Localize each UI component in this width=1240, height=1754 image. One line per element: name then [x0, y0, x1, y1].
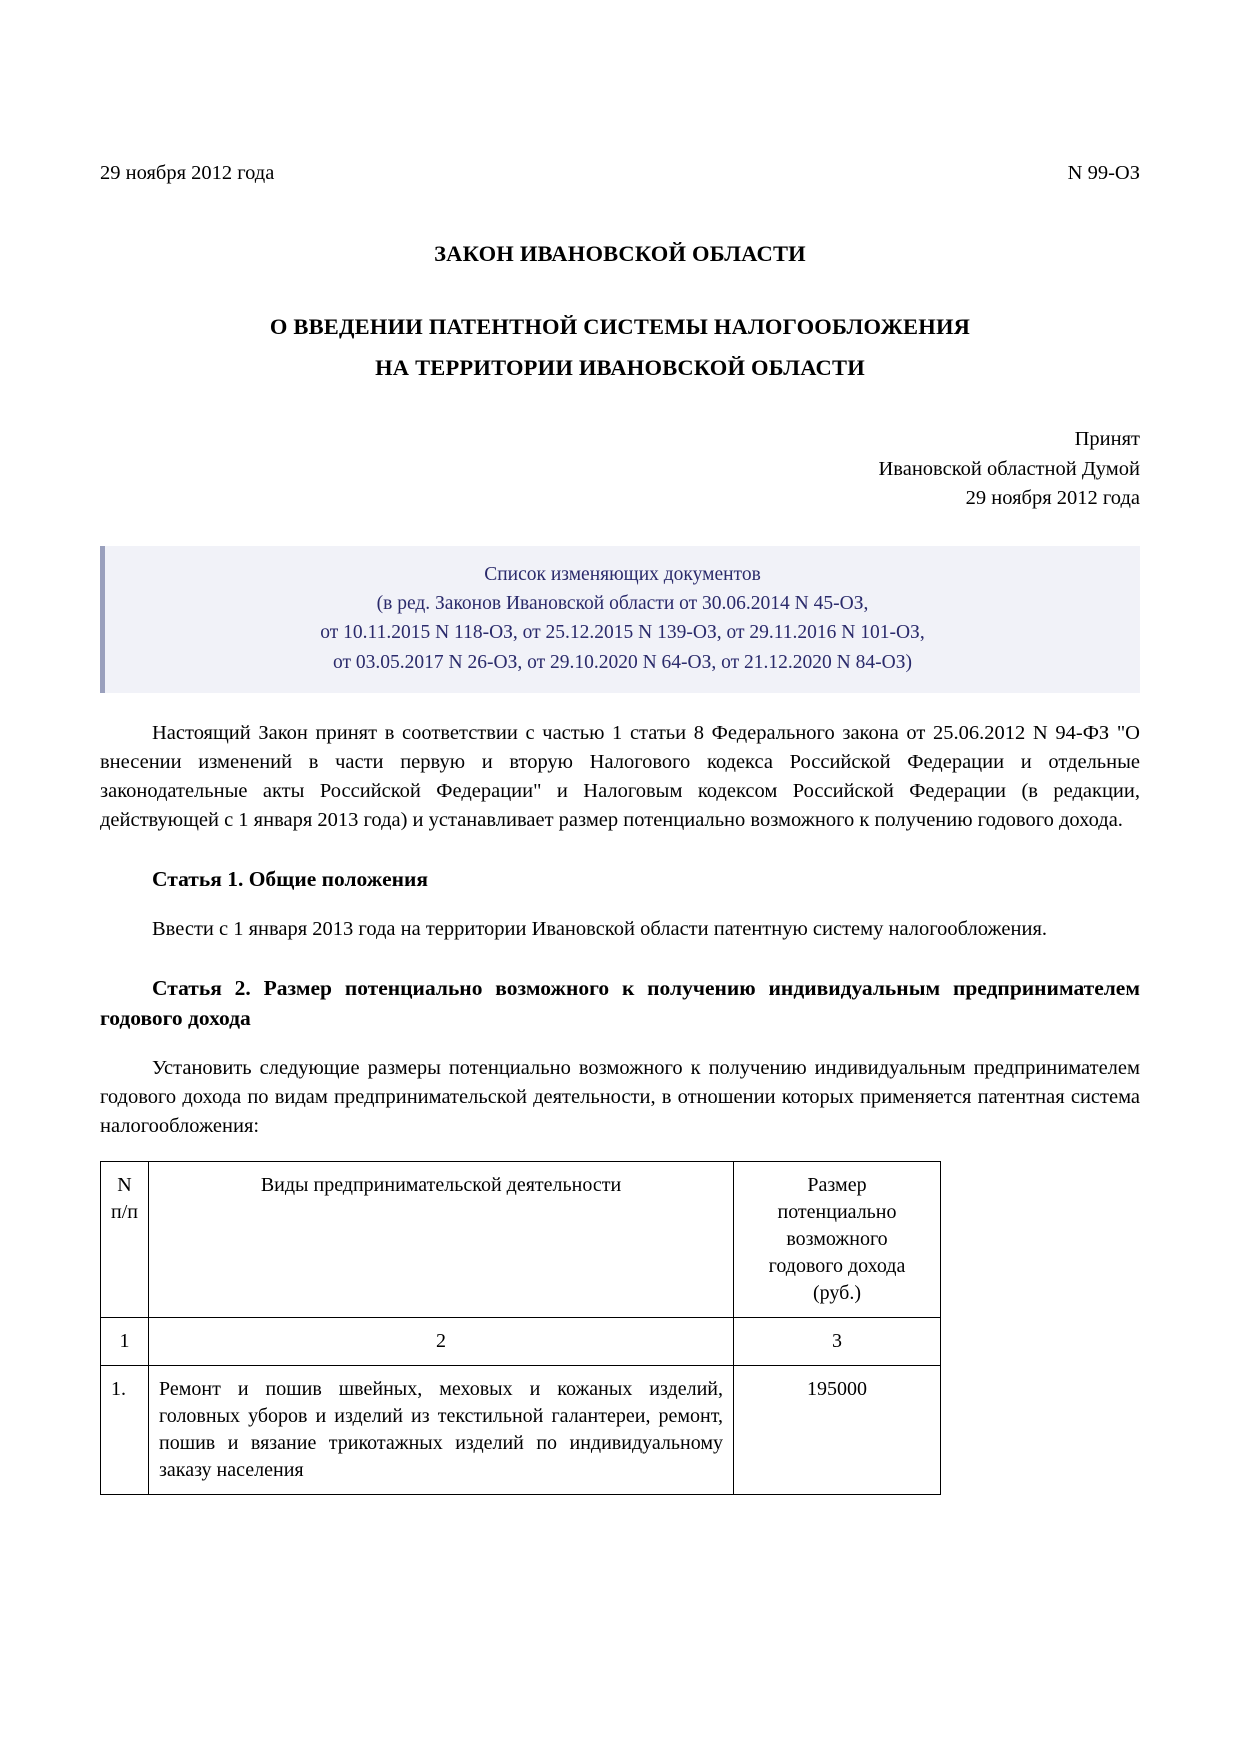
table-header-amount-line1: Размер	[807, 1173, 867, 1196]
table-header-row	[101, 1161, 941, 1317]
table-header-description: Виды предпринимательской деятельности	[149, 1161, 734, 1317]
table-header-number-line1: N	[117, 1173, 132, 1196]
table-header-amount	[734, 1161, 941, 1317]
document-date: 29 ноября 2012 года	[100, 162, 275, 184]
row-description: Ремонт и пошив швейных, меховых и кожаных изделий, головных уборов и изделий из текстильной галантереи, ремонт, пошив и вязание трикотажных изделий по индивидуальному заказу населения	[149, 1365, 734, 1494]
table-column-number-row	[101, 1317, 941, 1365]
column-number-2: 2	[149, 1317, 734, 1365]
page-title: ЗАКОН ИВАНОВСКОЙ ОБЛАСТИ	[434, 241, 806, 267]
table-header-number	[101, 1161, 149, 1317]
amendments-title: Список изменяющих документов	[484, 563, 761, 585]
table-header-amount-line4: годового дохода	[768, 1254, 906, 1277]
adoption-date: 29 ноября 2012 года	[965, 487, 1140, 510]
document-number: N 99-ОЗ	[1067, 162, 1140, 184]
article-2-text: Установить следующие размеры потенциально возможного к получению индивидуальным предпринимателем годового дохода по видам предпринимательской деятельности, в отношении которых применяется патентная система налогообложения:	[100, 1056, 1140, 1137]
preamble-paragraph: Настоящий Закон принят в соответствии с частью 1 статьи 8 Федерального закона от 25.06.2012 N 94-ФЗ "О внесении изменений в части первую и вторую Налогового кодекса Российской Федерации и отдельные законодательные акты Российской Федерации" и Налоговым кодексом Российской Федерации (в редакции, действующей с 1 января 2013 года) и устанавливает размер потенциально возможного к получению годового дохода.	[100, 721, 1140, 832]
table-row	[101, 1365, 941, 1494]
article-2-heading: Статья 2. Размер потенциально возможного к получению индивидуальным предпринимателем годового дохода	[100, 976, 1140, 1030]
column-number-3: 3	[734, 1317, 941, 1365]
table-header-amount-line2: потенциально	[777, 1200, 897, 1223]
adoption-block	[100, 425, 1140, 514]
amendments-note	[100, 546, 1140, 693]
document-subtitle-line2: НА ТЕРРИТОРИИ ИВАНОВСКОЙ ОБЛАСТИ	[375, 354, 865, 380]
table-header-number-line2: п/п	[111, 1200, 138, 1223]
adoption-authority: Ивановской областной Думой	[878, 457, 1140, 480]
document-subtitle-line1: О ВВЕДЕНИИ ПАТЕНТНОЙ СИСТЕМЫ НАЛОГООБЛОЖЕНИЯ	[269, 313, 971, 339]
article-1-heading: Статья 1. Общие положения	[152, 867, 429, 892]
income-amounts-table	[100, 1161, 941, 1495]
amendments-line-1: (в ред. Законов Ивановской области от 30.06.2014 N 45-ОЗ,	[376, 593, 869, 615]
column-number-1: 1	[101, 1317, 149, 1365]
running-header	[100, 160, 1140, 187]
table-header-amount-line5: (руб.)	[813, 1281, 861, 1304]
amendments-line-2: от 10.11.2015 N 118-ОЗ, от 25.12.2015 N 139-ОЗ, от 29.11.2016 N 101-ОЗ,	[320, 622, 925, 644]
row-amount: 195000	[734, 1365, 941, 1494]
row-number: 1.	[101, 1365, 149, 1494]
amendments-line-3: от 03.05.2017 N 26-ОЗ, от 29.10.2020 N 64-ОЗ, от 21.12.2020 N 84-ОЗ)	[333, 651, 912, 673]
table-header-amount-line3: возможного	[786, 1227, 888, 1250]
article-1-text: Ввести с 1 января 2013 года на территории Ивановской области патентную систему налогообложения.	[152, 918, 1047, 941]
adoption-label: Принят	[1074, 427, 1140, 450]
